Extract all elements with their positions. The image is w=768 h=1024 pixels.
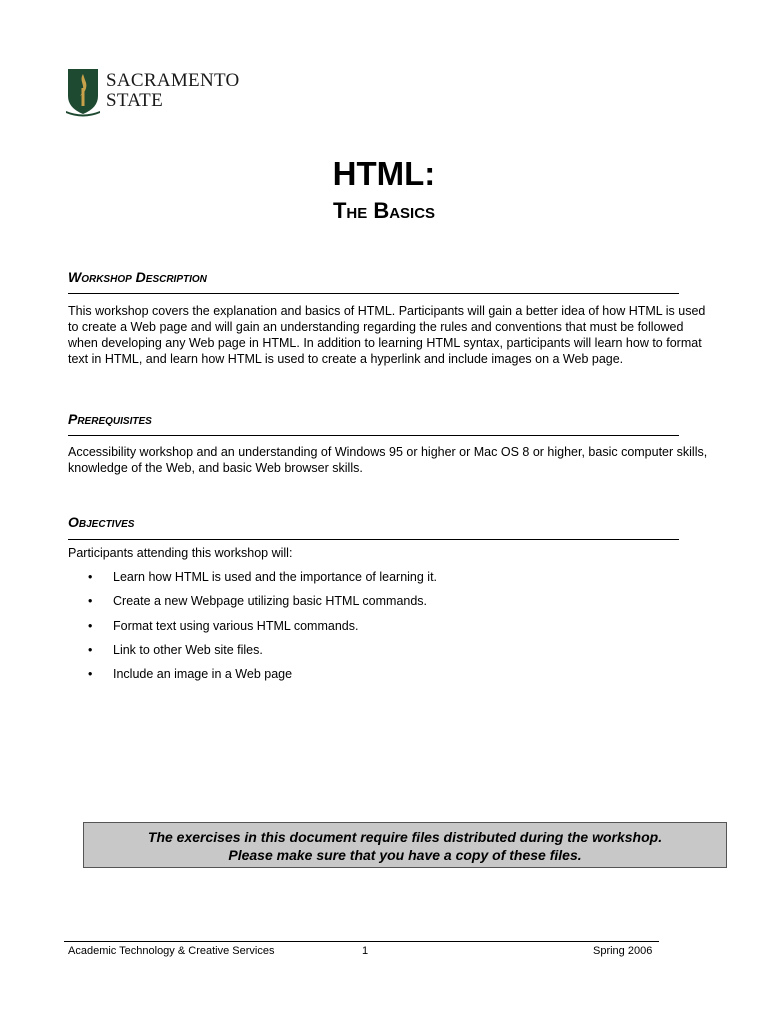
bullet-icon: • [88, 667, 93, 682]
document-title: HTML: [332, 155, 436, 192]
footer-page-number: 1 [362, 945, 369, 957]
bullet-icon: • [88, 594, 93, 609]
objective-text: Format text using various HTML commands. [113, 618, 359, 633]
notice-line-2: Please make sure that you have a copy of these files. [228, 847, 582, 863]
list-item [88, 618, 437, 642]
document-subtitle: The Basics [332, 198, 436, 223]
logo-wordmark [106, 71, 240, 111]
bullet-icon: • [88, 642, 93, 657]
bullet-icon: • [88, 618, 93, 633]
workshop-description-heading: Workshop Description [68, 269, 207, 285]
section-divider [68, 435, 679, 436]
workshop-description-text: This workshop covers the explanation and basics of HTML. Participants will gain a better idea of how HTML is used to create a Web page and will gain an understanding regarding the rules and conventions that must be followed when developing any Web page in HTML. In addition to learning HTML syntax, participants will learn how to format text in HTML, and learn how HTML is used to create a hyperlink and include images on a Web page. [68, 304, 706, 366]
list-item [88, 569, 437, 593]
objectives-heading: Objectives [68, 514, 135, 530]
objective-text: Include an image in a Web page [113, 667, 293, 682]
files-notice-box [83, 822, 727, 868]
list-item [88, 666, 437, 690]
list-item [88, 593, 437, 617]
prerequisites-heading: Prerequisites [68, 411, 152, 427]
objectives-list [88, 569, 437, 690]
notice-line-1: The exercises in this document require files distributed during the workshop. [147, 829, 663, 845]
objectives-intro: Participants attending this workshop will: [68, 546, 293, 560]
objective-text: Learn how HTML is used and the importance of learning it. [113, 570, 438, 584]
logo-line-2: STATE [106, 90, 163, 111]
section-divider [68, 293, 679, 294]
footer-date: Spring 2006 [593, 945, 653, 957]
hornet-shield-icon [66, 66, 100, 118]
objective-text: Link to other Web site files. [113, 642, 263, 657]
logo-line-1: SACRAMENTO [106, 70, 240, 91]
section-divider [68, 539, 679, 540]
prerequisites-text: Accessibility workshop and an understanding of Windows 95 or higher or Mac OS 8 or higher, basic computer skills, knowledge of the Web, and basic Web browser skills. [68, 445, 708, 475]
footer-divider [64, 941, 659, 942]
sac-state-logo [66, 66, 246, 118]
bullet-icon: • [88, 570, 93, 584]
footer-organization: Academic Technology & Creative Services [68, 945, 275, 957]
list-item [88, 642, 437, 666]
objective-text: Create a new Webpage utilizing basic HTML commands. [113, 594, 428, 609]
